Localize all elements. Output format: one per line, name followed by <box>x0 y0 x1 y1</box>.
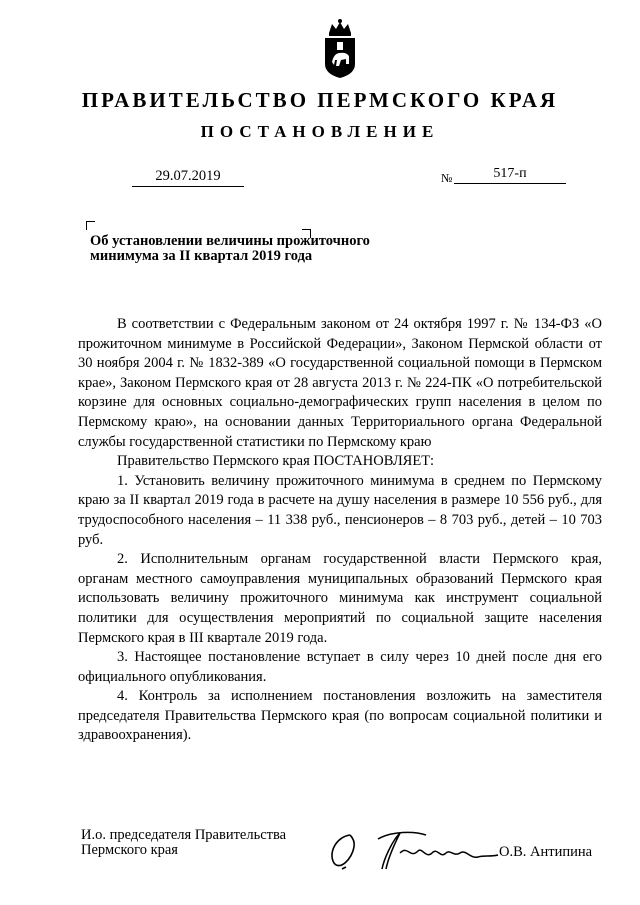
signatory-position-line-1: И.о. председателя Правительства <box>81 827 287 843</box>
handwritten-signature <box>322 823 502 873</box>
item-3-paragraph: 3. Настоящее постановление вступает в силу через 10 дней после дня его официального опубликования. <box>78 649 602 685</box>
government-title: ПРАВИТЕЛЬСТВО ПЕРМСКОГО КРАЯ <box>81 88 559 112</box>
item-4-paragraph: 4. Контроль за исполнением постановления возложить на заместителя председателя Правительства Пермского края (по вопросам социальной политики и здравоохранения). <box>78 688 602 744</box>
subject-bracket-left <box>86 221 95 230</box>
document-body <box>78 315 602 746</box>
document-number: 517-п <box>454 166 566 184</box>
number-label: № <box>441 171 453 185</box>
subject-line-2: минимума за II квартал 2019 года <box>90 248 313 264</box>
coat-of-arms-icon <box>320 18 360 80</box>
item-2-paragraph: 2. Исполнительным органам государственной власти Пермского края, органам местного самоуправления муниципальных образований Пермского края использовать величину прожиточного минимума как инструмент социальной политики для осуществления мероприятий по социальной защите населения Пермского края в III квартале 2019 года. <box>78 551 602 646</box>
document-subject <box>90 234 370 264</box>
document-date: 29.07.2019 <box>132 168 244 187</box>
signatory-name: О.В. Антипина <box>499 844 593 860</box>
subject-line-1: Об установлении величины прожиточного <box>90 233 370 249</box>
signatory-position-line-2: Пермского края <box>81 842 178 858</box>
document-type: ПОСТАНОВЛЕНИЕ <box>200 122 440 141</box>
signatory-position <box>81 828 286 858</box>
item-1-paragraph: 1. Установить величину прожиточного минимума в среднем по Пермскому краю за II квартал 2019 года в расчете на душу населения в размере 10 556 руб., для трудоспособного населения – 11 338 руб., пенсионеров – 8 703 руб., детей – 10 703 руб. <box>78 472 602 548</box>
preamble-paragraph: В соответствии с Федеральным законом от 24 октября 1997 г. № 134-ФЗ «О прожиточном минимуме в Российской Федерации», Законом Пермской области от 30 ноября 2004 г. № 1832-389 «О государственной социальной помощи в Пермском крае», Законом Пермского края от 28 августа 2013 г. № 224-ПК «О потребительской корзине для основных социально-демографических групп населения в целом по Пермскому краю», на основании данных Территориального органа Федеральной службы государственной статистики по Пермскому краю <box>78 316 602 450</box>
decree-paragraph: Правительство Пермского края ПОСТАНОВЛЯЕТ: <box>117 453 435 470</box>
